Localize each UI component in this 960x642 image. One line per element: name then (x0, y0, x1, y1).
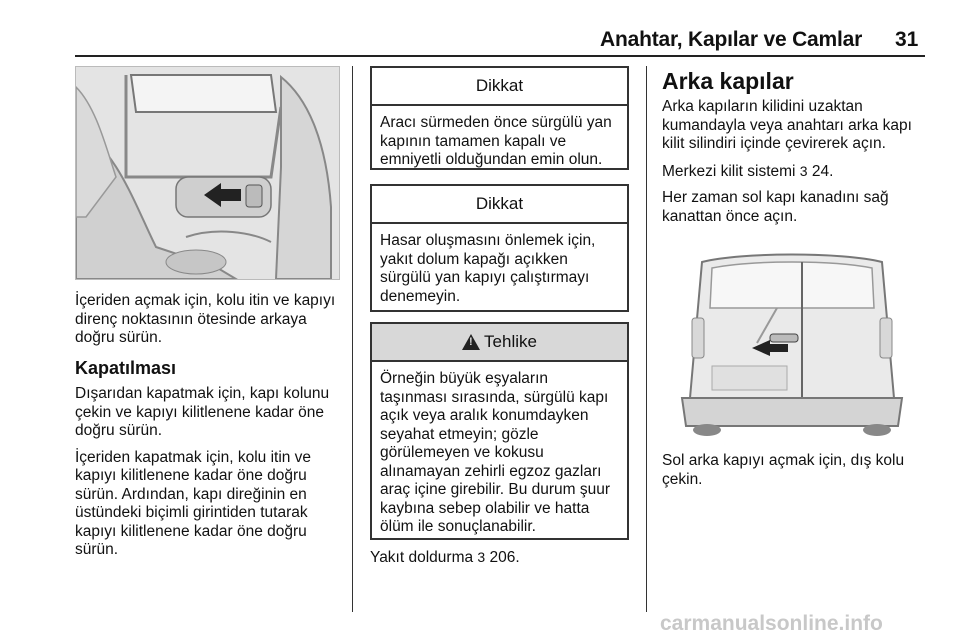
page-header-title: Anahtar, Kapılar ve Camlar (600, 28, 863, 51)
page-ref-arrow-icon: 3 (477, 549, 486, 565)
rear-door-caption: Sol arka kapıyı açmak için, dış kolu çekin. (662, 452, 905, 488)
fuel-reference (370, 548, 630, 568)
sliding-door-interior-figure (75, 66, 340, 280)
caution-box-2-body: Hasar oluşmasını önlemek için, yakıt dolum kapağı açıkken sürgülü yan kapıyı çalıştırmayı denemeyin. (380, 232, 596, 305)
danger-box-title: Tehlike (484, 332, 537, 351)
danger-box (370, 322, 629, 540)
page-number: 31 (895, 28, 919, 51)
warning-triangle-icon (462, 334, 480, 350)
page-ref-arrow-icon: 3 (799, 162, 808, 179)
door-open-caption: İçeriden açmak için, kolu itin ve kapıyı direnç noktasının ötesinde arkaya doğru sürün. (75, 292, 336, 346)
caution-box-2 (370, 184, 629, 312)
rear-doors-title: Arka kapılar (662, 68, 794, 94)
rear-doors-unlock-paragraph: Arka kapıların kilidini uzaktan kumandayla veya anahtarı arka kapı kilit silindiri içinde çevirerek açın. (662, 98, 912, 152)
watermark: carmanualsonline.info (660, 612, 883, 635)
rear-doors-figure (662, 248, 922, 438)
closing-paragraph-outside: Dışarıdan kapatmak için, kapı kolunu çekin ve kapıyı kilitlenene kadar öne doğru sürün. (75, 385, 330, 439)
closing-text (75, 385, 347, 568)
caution-box-2-title: Dikkat (372, 186, 627, 224)
fuel-reference-text: Yakıt doldurma (370, 549, 474, 566)
closing-paragraph-inside: İçeriden kapatmak için, kolu itin ve kapıyı kilitlenene kadar öne doğru sürün. Ardından, kapı direğinin en üstündeki biçimli girintiden tutarak kapıyı kilitlenene kadar öne doğru sürün. (75, 448, 312, 558)
danger-box-body: Örneğin büyük eşyaların taşınması sırasında, sürgülü kapı açık veya aralık konumdayken seyahat etmeyin; gözle görülemeyen ve kokusu alınamayan zehirli egzoz gazları araç içine girebilir. Bu durum şuur kaybına sebep olabilir ve hatta ölüm ile sonuçlanabilir. (380, 370, 611, 535)
caution-box-1-body: Aracı sürmeden önce sürgülü yan kapının tamamen kapalı ve emniyetli olduğundan emin olun. (380, 114, 612, 168)
column-divider-left (352, 66, 353, 612)
van-rear-illustration (662, 248, 922, 438)
rear-doors-order-paragraph: Her zaman sol kapı kanadını sağ kanattan önce açın. (662, 189, 889, 225)
header-rule (75, 55, 925, 57)
caution-box-1-title: Dikkat (372, 68, 627, 106)
column-divider-right (646, 66, 647, 612)
fuel-reference-page: 206. (489, 549, 520, 566)
central-lock-reference (662, 162, 930, 182)
central-lock-text: Merkezi kilit sistemi (662, 162, 796, 180)
central-lock-page: 24. (811, 162, 834, 180)
rear-doors-text (662, 98, 930, 234)
danger-box-header (372, 324, 627, 362)
closing-section-title: Kapatılması (75, 358, 177, 378)
caution-box-1 (370, 66, 629, 170)
door-illustration (76, 67, 339, 279)
